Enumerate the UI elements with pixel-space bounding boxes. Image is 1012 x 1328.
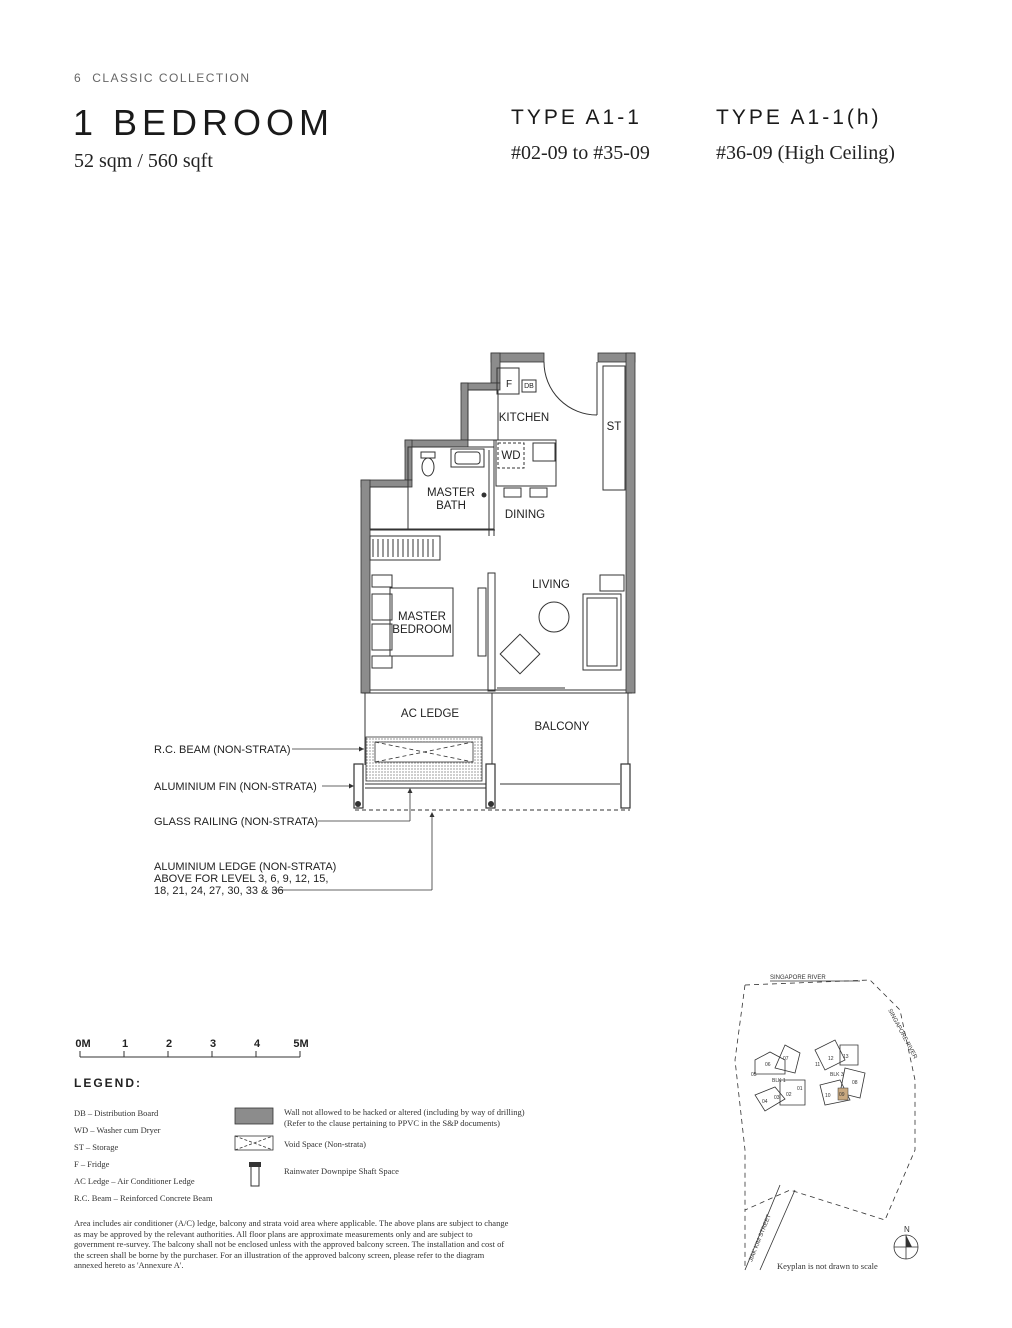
keyplan-river-side: SINGAPORE RIVER <box>886 1008 918 1061</box>
keyplan-north: N <box>904 1225 910 1234</box>
keyplan-street: JIAK KIM STREET <box>748 1213 773 1263</box>
type-a1-1-label: TYPE A1-1 <box>511 106 642 129</box>
type-a1-1-units: #02-09 to #35-09 <box>511 142 650 164</box>
label-fridge: F <box>505 379 513 390</box>
block-03: 03 <box>774 1095 780 1101</box>
block-05: 05 <box>751 1072 757 1078</box>
scale-label-5: 5M <box>293 1038 309 1050</box>
callout-rc-beam: R.C. BEAM (NON-STRATA) <box>154 744 291 756</box>
label-master-bath-2: BATH <box>436 500 466 512</box>
legend-st: ST – Storage <box>74 1142 119 1152</box>
block-01: 01 <box>797 1086 803 1092</box>
legend-void-text: Void Space (Non-strata) <box>284 1139 366 1149</box>
legend-wd: WD – Washer cum Dryer <box>74 1125 161 1135</box>
scale-label-1: 1 <box>121 1038 129 1050</box>
block-06: 06 <box>765 1062 771 1068</box>
legend-ac: AC Ledge – Air Conditioner Ledge <box>74 1176 195 1186</box>
unit-area: 52 sqm / 560 sqft <box>74 150 213 172</box>
page-number: 6 <box>74 71 83 85</box>
legend-wall-text-1: Wall not allowed to be hacked or altered (including by way of drilling) <box>284 1107 525 1117</box>
legend-void-swatch <box>235 1136 273 1150</box>
block-blk1: BLK 1 <box>772 1078 786 1084</box>
callout-aluminium-ledge-3: 18, 21, 24, 27, 30, 33 & 36 <box>154 885 284 897</box>
scale-label-3: 3 <box>209 1038 217 1050</box>
block-13: 13 <box>843 1054 849 1060</box>
label-kitchen: KITCHEN <box>498 412 550 424</box>
label-living: LIVING <box>532 579 570 591</box>
legend-wall-text-2: (Refer to the clause pertaining to PPVC in the S&P documents) <box>284 1118 500 1128</box>
type-a1-1h-units: #36-09 (High Ceiling) <box>716 142 895 164</box>
label-ac-ledge: AC LEDGE <box>400 708 460 720</box>
legend-title: LEGEND: <box>74 1076 142 1090</box>
block-12: 12 <box>828 1056 834 1062</box>
section-name: CLASSIC COLLECTION <box>92 71 251 85</box>
block-11: 11 <box>815 1062 821 1068</box>
label-storage: ST <box>606 421 622 433</box>
scale-bar <box>80 1051 300 1057</box>
label-master-bedroom-1: MASTER <box>398 611 446 623</box>
block-02: 02 <box>786 1092 792 1098</box>
label-master-bath-1: MASTER <box>427 487 475 499</box>
legend-f: F – Fridge <box>74 1159 110 1169</box>
label-master-bedroom-2: BEDROOM <box>392 624 452 636</box>
label-dining: DINING <box>504 509 546 521</box>
scale-label-0: 0M <box>75 1038 91 1050</box>
callout-glass-railing: GLASS RAILING (NON-STRATA) <box>154 816 319 828</box>
legend-rainwater-swatch <box>249 1162 261 1186</box>
legend-rainwater-text: Rainwater Downpipe Shaft Space <box>284 1166 399 1176</box>
label-db: DB <box>524 383 534 390</box>
keyplan-river-top: SINGAPORE RIVER <box>770 975 826 981</box>
callout-aluminium-ledge-2: ABOVE FOR LEVEL 3, 6, 9, 12, 15, <box>154 873 329 885</box>
block-blk3: BLK 3 <box>830 1072 844 1078</box>
block-08: 08 <box>852 1080 858 1086</box>
void-space <box>366 737 482 781</box>
scale-label-2: 2 <box>165 1038 173 1050</box>
type-a1-1h-label: TYPE A1-1(h) <box>716 106 882 129</box>
scale-label-4: 4 <box>253 1038 261 1050</box>
callout-aluminium-ledge-1: ALUMINIUM LEDGE (NON-STRATA) <box>154 861 337 873</box>
block-04: 04 <box>762 1099 768 1105</box>
block-09: 09 <box>839 1092 845 1098</box>
keyplan-note: Keyplan is not drawn to scale <box>777 1261 878 1271</box>
unit-title: 1 BEDROOM <box>73 102 335 143</box>
disclaimer: Area includes air conditioner (A/C) ledge, balcony and strata void area where applicable. The above plans are subject to change as may be approved by the relevant authorities. All floor plans are approximate measurements only and are subject to government re-survey. The balcony shall not be enclosed unless with the approved balcony screen. The installation and cost of the screen shall be borne by the purchaser. For an illustration of the approved balcony screen, please refer to the diagram annexed hereto as 'Annexure A'. <box>74 1218 509 1270</box>
callout-aluminium-fin: ALUMINIUM FIN (NON-STRATA) <box>154 781 317 793</box>
label-balcony: BALCONY <box>534 721 590 733</box>
north-arrow <box>906 1235 912 1247</box>
legend-db: DB – Distribution Board <box>74 1108 159 1118</box>
block-07: 07 <box>783 1056 789 1062</box>
block-10: 10 <box>825 1093 831 1099</box>
label-washer: WD <box>501 450 521 462</box>
legend-rc: R.C. Beam – Reinforced Concrete Beam <box>74 1193 213 1203</box>
legend-wall-swatch <box>235 1108 273 1124</box>
